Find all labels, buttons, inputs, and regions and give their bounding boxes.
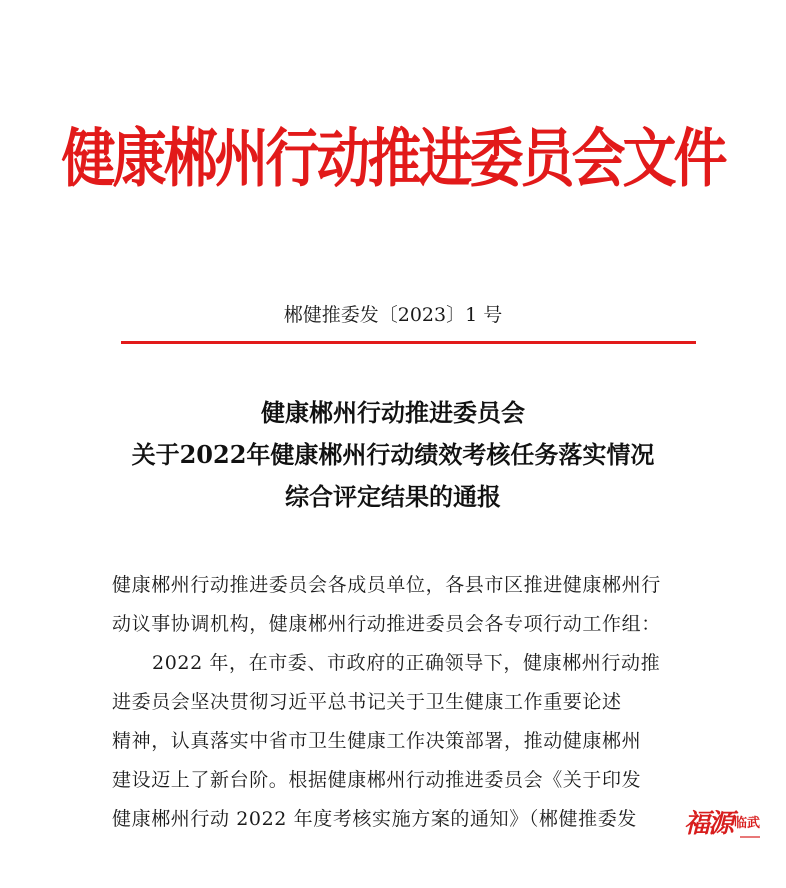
notice-title [0, 392, 786, 518]
watermark-main-text: 福源 [684, 809, 733, 839]
notice-title-line-1: 健康郴州行动推进委员会 [261, 398, 525, 427]
body-line: 进委员会坚决贯彻习近平总书记关于卫生健康工作重要论述 [112, 691, 622, 713]
notice-title-line-3: 综合评定结果的通报 [285, 482, 501, 511]
body-line: 建设迈上了新台阶。根据健康郴州行动推进委员会《关于印发 [112, 769, 642, 791]
body-line: 健康郴州行动 2022 年度考核实施方案的通知》（郴健推委发 [112, 808, 637, 830]
doc-number: 郴健推委发〔2023〕1 号 [283, 304, 503, 326]
body-line: 精神，认真落实中省市卫生健康工作决策部署，推动健康郴州 [112, 730, 642, 752]
body-line: 2022 年，在市委、市政府的正确领导下，健康郴州行动推 [152, 652, 661, 674]
body-text [112, 566, 682, 839]
red-divider-line [121, 341, 696, 344]
watermark-logo [684, 808, 780, 848]
body-line: 健康郴州行动推进委员会各成员单位，各县市区推进健康郴州行 [112, 574, 661, 596]
header-title: 健康郴州行动推进委员会文件 [61, 121, 725, 196]
watermark-underline [740, 836, 760, 838]
body-line: 动议事协调机构，健康郴州行动推进委员会各专项行动工作组： [112, 613, 661, 635]
notice-title-line-2: 关于2022年健康郴州行动绩效考核任务落实情况 [131, 440, 655, 469]
watermark-side-text: 临武 [734, 816, 761, 831]
